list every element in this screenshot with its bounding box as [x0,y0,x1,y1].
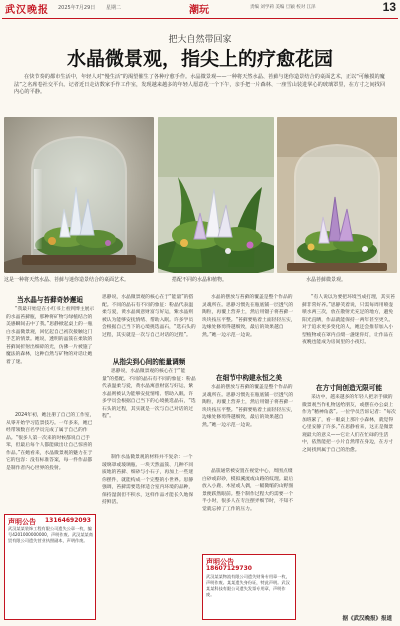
ad-right-body: 武汉某某物流有限公司遗失财务专用章一枚，声明作废。某某遗失身份证，特此声明。武汉某某科技有限公司遗失发票专用章，声明作废。 [206,574,290,597]
column4-paragraph-b: 采访中，越来越多的年轻人把亲手做的微景观当作礼物送给朋友，或摆在办公桌上作为“精神角落”。一位学员告诉记者：“每次加班累了，看一眼桌上那片小森林，就觉得心里安静了许多。”在思静看来，这正是微景观最大的意义——它让人们在忙碌的生活中，依然能把一小片自然带在身边，在方寸之间找到属于自己的治愈。 [302,395,396,453]
column3-paragraph-b: 晶簇通常被安置在视觉中心，周围点缀白砂或彩砂，模拟溪流或山路的纹理。最后放入小鹿、木屋或人偶，一幅微缩的山野图景便跃然眼前。整个制作过程大约需要一个半小时，很多人在专注摆弄细节时，不知不觉就忘掉了工作的压力。 [202,469,294,512]
issue-date: 2025年7月29日 [58,5,96,11]
article-lead: 在快节奏的都市生活中，年轻人对“慢生活”的渴望催生了各种疗愈手作。水晶微景观——一种将天然水晶、苔藓与迷你造景结合的桌面艺术，正以“可触摸的魔法”之名席卷社交平台。记者近日走访数家手作工作室，发现越来越多的年轻人愿意花一个下午，亲手把一片森林、一座雪山装进掌心的玻璃罩里，在方寸之间找回内心的平静。 [14,74,386,96]
section-name: 潮玩 [189,5,209,16]
photo3-caption: 水晶苔藓微景观。 [306,277,347,283]
ad-left [4,514,96,620]
issue-weekday: 星期二 [106,5,122,11]
column1-paragraph-b: 2024年初，她注册了自己的工作室，从零开始学习造景技巧。一年多来，她已经带领数百名学员完成了属于自己的作品。“很多人第一次来的时候都说自己手笨，但最后每个人都能做出让自己惊喜的作品。”在她看来，水晶微景观的魅力在于它的包容：没有标准答案，每一件作品都是制作者内心世界的投射。 [6,413,95,471]
section-heading-3: 在细节中构建永恒之美 [216,374,282,382]
editor-credits: 责编 刘学莉 美编 旦颖 校对 江泽 [250,5,316,10]
section-heading-4: 在方寸间创造无限可能 [316,384,382,392]
column2-paragraph-a: 思静说，水晶微景观的核心在于“能量”的搭配。不同的晶石有不同的象征：粉晶代表温柔与爱，黄水晶寓意财富与好运，紫水晶则被认为能够安抚情绪、帮助入眠。许多学员会根据自己当下的心境挑选晶石，“选石头的过程，其实就是一次与自己对话的过程”。 [102,369,196,419]
photo-terrarium-main [4,117,154,273]
photo-crystal-moss [277,117,397,273]
newspaper-logo: 武汉晚报 [5,5,49,16]
photo2-caption: 搭配不同的水晶和植物。 [172,277,228,283]
article-byline: 据《武汉晚报》报道 [342,616,392,622]
article-title: 水晶微景观，指尖上的疗愈花园 [66,48,333,70]
column2-paragraph-b: 制作水晶微景观的材料并不复杂：一个玻璃罩或玻璃瓶、一块天然晶簇、几种不同质地的苔藓、细砂与小石子，再加上一些迷你摆件，就能构成一个完整的小世界。思静强调，苔藓需要选择适合室内环境的品种，保持湿润但不积水，这样作品才能长久地保持鲜活。 [102,455,194,505]
column3-paragraph-a: 水晶的摆放与苔藓的覆盖是整个作品的灵魂所在。思静习惯先在瓶底铺一层透气的陶粒，再覆上营养土，然后用镊子将苔藓一块块按压平整。“苔藓要贴着土面轻轻压实，边缘处修剪得越细致，最后的效果越自然。”她一边示范一边说。 [202,385,296,428]
column2-intro: 思静说，水晶微景观的核心在于“能量”的搭配。不同的晶石有不同的象征：粉晶代表温柔与爱，黄水晶寓意财富与好运，紫水晶则被认为能够安抚情绪、帮助入眠。许多学员会根据自己当下的心境挑选晶石，“选石头的过程，其实就是一次与自己对话的过程”。 [102,295,196,338]
ad-left-phone: 13164692093 [45,517,91,524]
section-heading-2: 从指尖到心间的能量调频 [112,358,186,366]
column1-paragraph-a: “我最开始是在小红书上看到博主展示的水晶苔藓瓶，那种将矿物与绿植结合的美感瞬间击中了我。”思静掀起桌上的一瓶白水晶微景观，回忆起自己初次接触这门手艺的情景。她说，透明的晶簇在柔软的苔藓间折射出细碎的光，仿佛一片被施了魔法的森林，这种自然与矿物的对话让她着了迷。 [6,307,95,365]
ad-left-heading: 声明公告 [8,518,36,526]
photo1-caption: 这是一种将天然水晶、苔藓与迷你造景结合的桌面艺术。 [4,277,130,283]
ad-right-phone: 18607129730 [206,565,252,572]
page-number: 13 [382,0,396,14]
ad-right-heading: 声明公告 [206,558,234,566]
ad-right [202,554,296,620]
ad-left-body: 武汉某某装饰工程有限公司遗失公章一枚，编号4201000000000，声明作废。武汉某某商贸有限公司遗失营业执照副本，声明作废。 [8,526,93,543]
article-kicker: 把大自然带回家 [168,35,232,45]
column4-paragraph-a: “有人说以为要把环境当成打理，其实苔藓非常好养。”思静笑着说，只需每周用喷壶喷水两三次，放在散射光充足的地方，避免阳光直晒，作品就能保持一两年甚至更久。对于追求更多变化的人，她还会推荐加入小型植物或在罩内点缀一盏迷你灯，让作品在夜晚也能成为房间里的小夜灯。 [302,295,396,345]
photo-crystal-plants [158,117,274,273]
column3-intro: 水晶的摆放与苔藓的覆盖是整个作品的灵魂所在。思静习惯先在瓶底铺一层透气的陶粒，再覆上营养土，然后用镊子将苔藓一块块按压平整。“苔藓要贴着土面轻轻压实，边缘处修剪得越细致，最后的效果越自然。”她一边示范一边说。 [202,295,296,338]
section-heading-1: 当水晶与苔藓奇妙邂逅 [17,296,83,304]
masthead-divider [2,18,398,19]
masthead [4,1,396,19]
